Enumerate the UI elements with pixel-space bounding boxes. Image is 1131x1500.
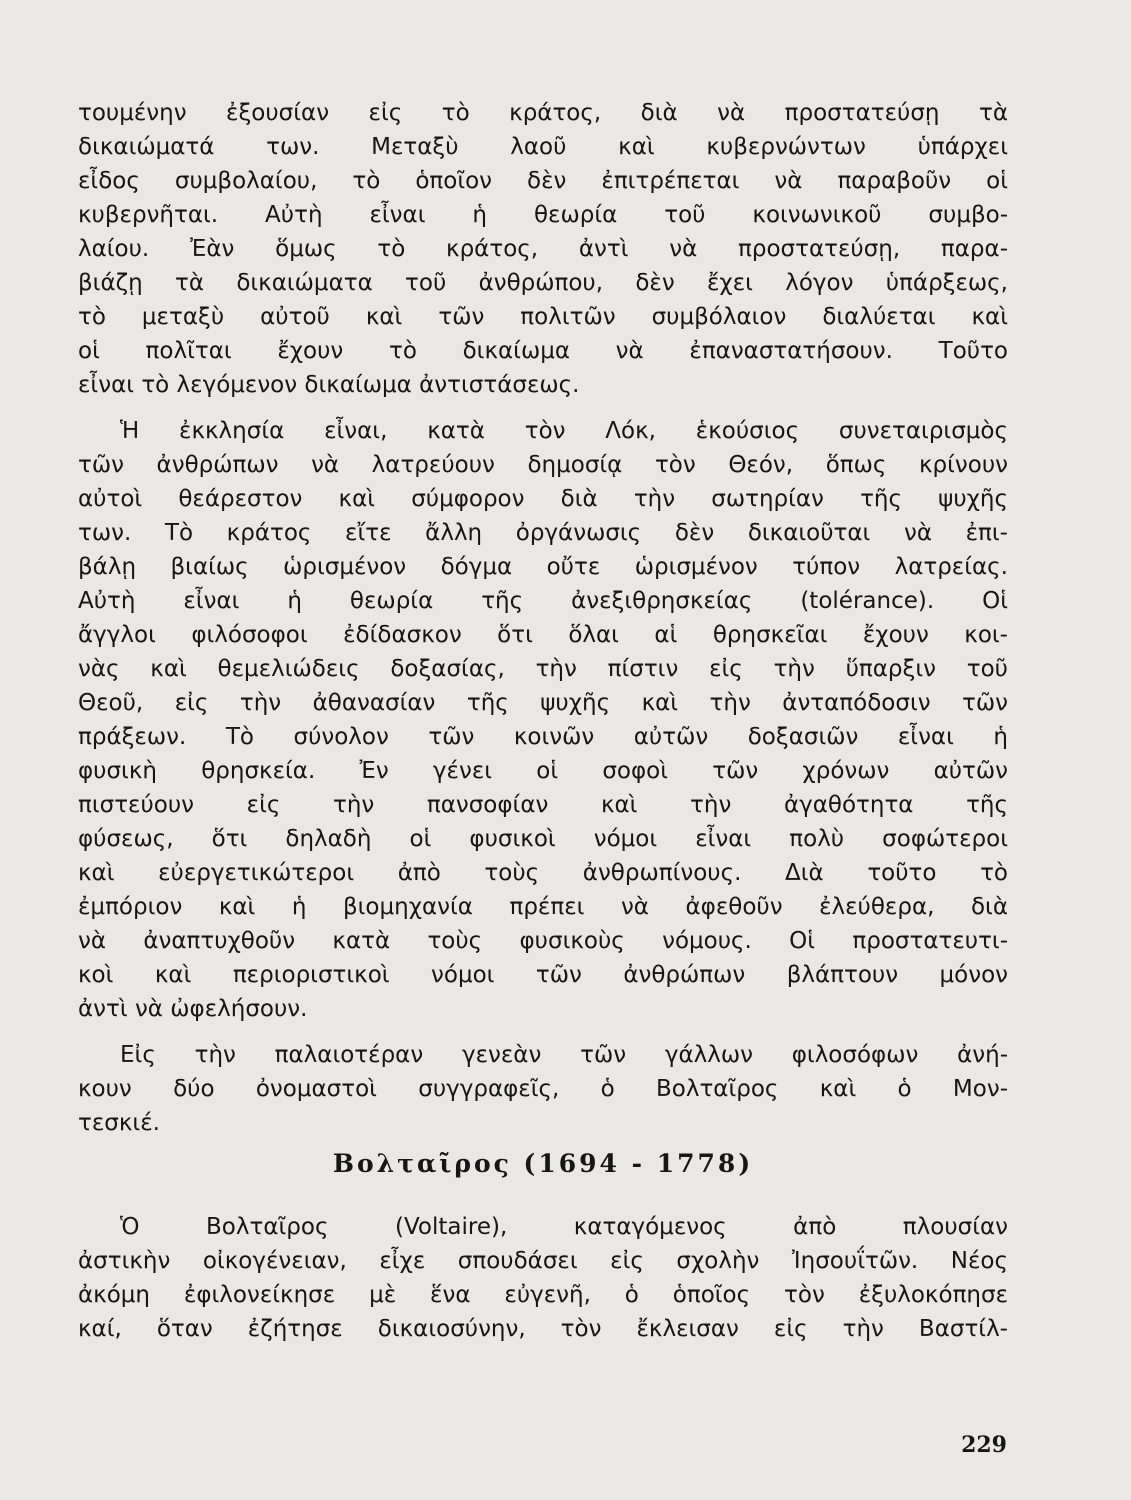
text-line: ἄγγλοι φιλόσοφοι ἐδίδασκον ὅτι ὅλαι αἱ θρησκεῖαι ἔχουν κοι- xyxy=(78,622,1008,648)
page-number: 229 xyxy=(961,1432,1007,1458)
text-line: ἀκόμη ἐφιλονείκησε μὲ ἕνα εὐγενῆ, ὁ ὁποῖος τὸν ἐξυλοκόπησε xyxy=(78,1282,1008,1308)
text-line: τὸ μεταξὺ αὐτοῦ καὶ τῶν πολιτῶν συμβόλαιον διαλύεται καὶ xyxy=(78,304,1008,330)
text-line: ἀντὶ νὰ ὠφελήσουν. xyxy=(78,996,308,1022)
text-line: πράξεων. Τὸ σύνολον τῶν κοινῶν αὐτῶν δοξασιῶν εἶναι ἡ xyxy=(78,724,1008,750)
text-line: των. Τὸ κράτος εἴτε ἄλλη ὀργάνωσις δὲν δικαιοῦται νὰ ἐπι- xyxy=(78,520,1008,546)
text-line: φύσεως, ὅτι δηλαδὴ οἱ φυσικοὶ νόμοι εἶναι πολὺ σοφώτεροι xyxy=(78,826,1008,852)
text-line: βάλῃ βιαίως ὡρισμένον δόγμα οὔτε ὡρισμένον τύπον λατρείας. xyxy=(78,554,1008,580)
text-line: νὰ ἀναπτυχθοῦν κατὰ τοὺς φυσικοὺς νόμους. Οἱ προστατευτι- xyxy=(78,928,1008,954)
text-line: εἶδος συμβολαίου, τὸ ὁποῖον δὲν ἐπιτρέπεται νὰ παραβοῦν οἱ xyxy=(78,168,1008,194)
text-line: Ὁ Βολταῖρος (Voltaire), καταγόμενος ἀπὸ πλουσίαν xyxy=(120,1214,1008,1240)
text-line: νὰς καὶ θεμελιώδεις δοξασίας, τὴν πίστιν εἰς τὴν ὕπαρξιν τοῦ xyxy=(78,656,1008,682)
text-line: Ἡ ἐκκλησία εἶναι, κατὰ τὸν Λόκ, ἑκούσιος συνεταιρισμὸς xyxy=(120,418,1008,444)
text-line: εἶναι τὸ λεγόμενον δικαίωμα ἀντιστάσεως. xyxy=(78,372,580,398)
text-line: τεσκιέ. xyxy=(78,1110,160,1136)
text-line: λαίου. Ἐὰν ὅμως τὸ κράτος, ἀντὶ νὰ προστατεύσῃ, παρα- xyxy=(78,236,1008,262)
text-line: κοὶ καὶ περιοριστικοὶ νόμοι τῶν ἀνθρώπων βλάπτουν μόνον xyxy=(78,962,1008,988)
text-line: καὶ εὐεργετικώτεροι ἀπὸ τοὺς ἀνθρωπίνους. Διὰ τοῦτο τὸ xyxy=(78,860,1008,886)
text-line: Εἰς τὴν παλαιοτέραν γενεὰν τῶν γάλλων φιλοσόφων ἀνή- xyxy=(120,1042,1008,1068)
text-line: αὐτοὶ θεάρεστον καὶ σύμφορον διὰ τὴν σωτηρίαν τῆς ψυχῆς xyxy=(78,486,1008,512)
text-line: βιάζῃ τὰ δικαιώματα τοῦ ἀνθρώπου, δὲν ἔχει λόγον ὑπάρξεως, xyxy=(78,270,1008,296)
text-line: κυβερνῆται. Αὐτὴ εἶναι ἡ θεωρία τοῦ κοινωνικοῦ συμβο- xyxy=(78,202,1008,228)
text-line: ἐμπόριον καὶ ἡ βιομηχανία πρέπει νὰ ἀφεθοῦν ἐλεύθερα, διὰ xyxy=(78,894,1008,920)
text-line: κουν δύο ὀνομαστοὶ συγγραφεῖς, ὁ Βολταῖρος καὶ ὁ Μον- xyxy=(78,1076,1008,1102)
text-line: δικαιώματά των. Μεταξὺ λαοῦ καὶ κυβερνώντων ὑπάρχει xyxy=(78,134,1008,160)
text-line: τῶν ἀνθρώπων νὰ λατρεύουν δημοσίᾳ τὸν Θεόν, ὅπως κρίνουν xyxy=(78,452,1008,478)
text-line: τουμένην ἐξουσίαν εἰς τὸ κράτος, διὰ νὰ προστατεύσῃ τὰ xyxy=(78,100,1008,126)
section-heading: Βολταῖρος (1694 - 1778) xyxy=(332,1149,754,1178)
text-line: ἀστικὴν οἰκογένειαν, εἶχε σπουδάσει εἰς σχολὴν Ἰησουΐτῶν. Νέος xyxy=(78,1248,1008,1274)
text-line: φυσικὴ θρησκεία. Ἐν γένει οἱ σοφοὶ τῶν χρόνων αὐτῶν xyxy=(78,758,1008,784)
text-line: καί, ὅταν ἐζήτησε δικαιοσύνην, τὸν ἔκλεισαν εἰς τὴν Βαστίλ- xyxy=(78,1316,1008,1342)
text-line: Αὐτὴ εἶναι ἡ θεωρία τῆς ἀνεξιθρησκείας (tolérance). Οἱ xyxy=(78,588,1008,614)
text-line: Θεοῦ, εἰς τὴν ἀθανασίαν τῆς ψυχῆς καὶ τὴν ἀνταπόδοσιν τῶν xyxy=(78,690,1008,716)
text-line: πιστεύουν εἰς τὴν πανσοφίαν καὶ τὴν ἀγαθότητα τῆς xyxy=(78,792,1008,818)
text-line: οἱ πολῖται ἔχουν τὸ δικαίωμα νὰ ἐπαναστατήσουν. Τοῦτο xyxy=(78,338,1008,364)
